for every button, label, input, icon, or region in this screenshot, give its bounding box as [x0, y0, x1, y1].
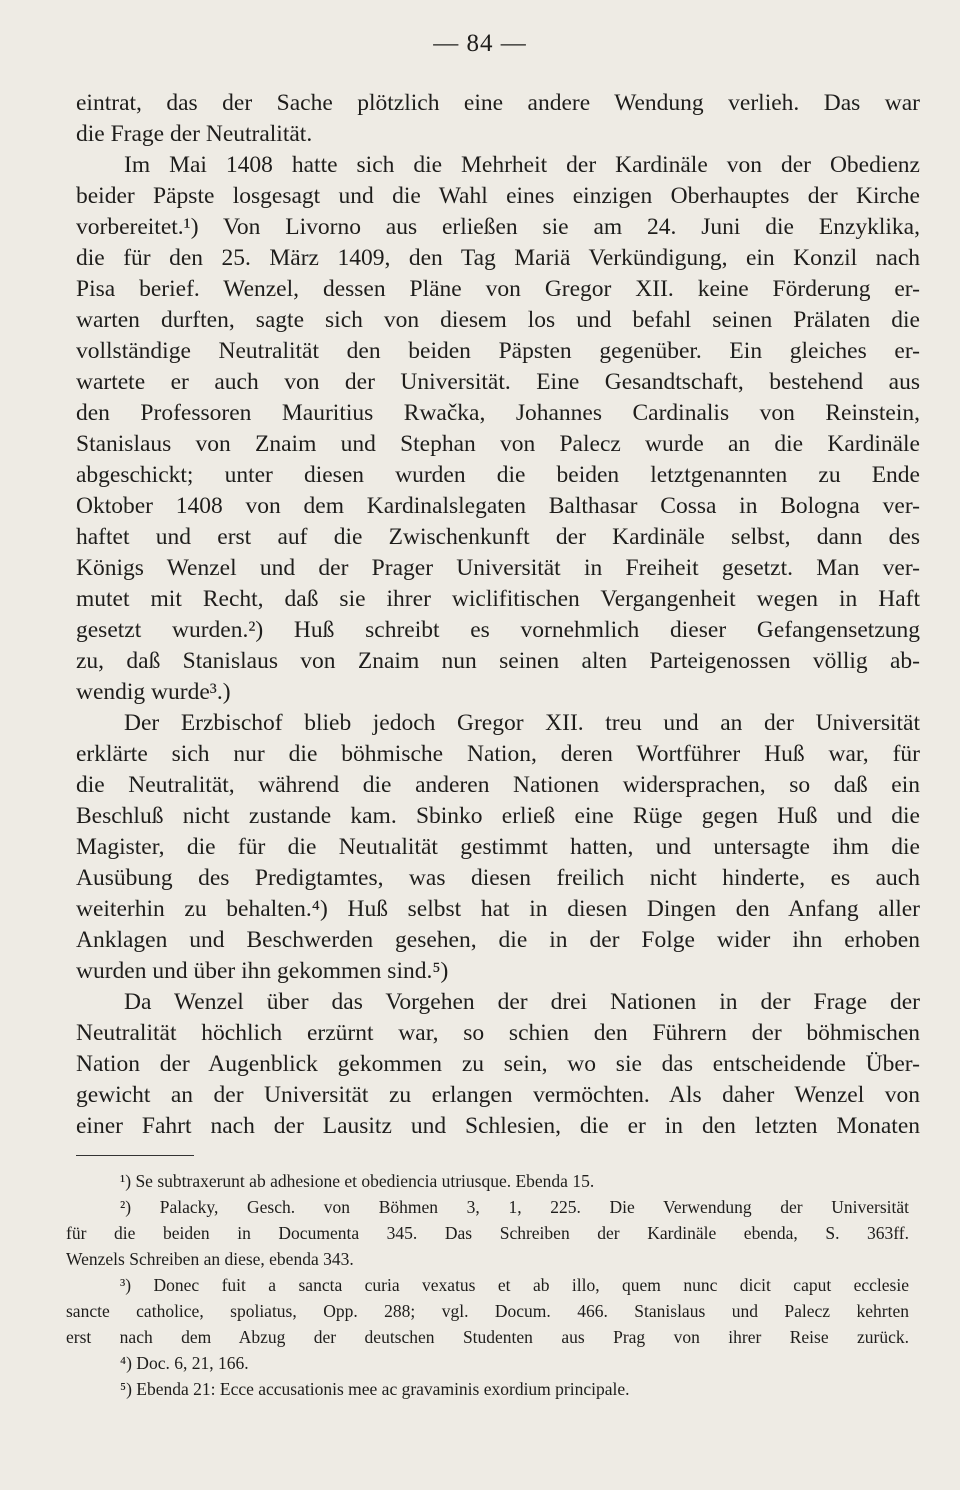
text-line: gewicht an der Universität zu erlangen vermöchten. Als daher Wenzel von — [76, 1082, 920, 1108]
text-line: mutet mit Recht, daß sie ihrer wiclifitischen Vergangenheit wegen in Haft — [76, 586, 920, 612]
text-line: wartete er auch von der Universität. Eine Gesandtschaft, bestehend aus — [76, 369, 920, 395]
text-line: zu, daß Stanislaus von Znaim nun seinen alten Parteigenossen völlig ab- — [76, 648, 920, 674]
footnote-line: ²) Palacky, Gesch. von Böhmen 3, 1, 225. Die Verwendung der Universität — [120, 1197, 909, 1217]
footnote-line: ³) Donec fuit a sancta curia vexatus et ab illo, quem nunc dicit caput ecclesie — [120, 1275, 909, 1295]
text-line: den Professoren Mauritius Rwačka, Johannes Cardinalis von Reinstein, — [76, 400, 920, 426]
text-line: Oktober 1408 von dem Kardinalslegaten Balthasar Cossa in Bologna ver- — [76, 493, 920, 519]
text-line: wurden und über ihn gekommen sind.⁵) — [76, 958, 449, 984]
text-line: weiterhin zu behalten.⁴) Huß selbst hat in diesen Dingen den Anfang aller — [76, 896, 920, 922]
footnote-separator — [76, 1155, 194, 1156]
text-line: erklärte sich nur die böhmische Nation, deren Wortführer Huß war, für — [76, 741, 920, 767]
footnote-line: sancte catholice, spoliatus, Opp. 288; vgl. Docum. 466. Stanislaus und Palecz kehrten — [66, 1301, 909, 1321]
text-line: warten durften, sagte sich von diesem los und befahl seinen Prälaten die — [76, 307, 920, 333]
text-line: wendig wurde³.) — [76, 679, 231, 705]
footnote-line: erst nach dem Abzug der deutschen Studenten aus Prag von ihrer Reise zurück. — [66, 1327, 909, 1347]
footnote-line: Wenzels Schreiben an diese, ebenda 343. — [66, 1249, 354, 1269]
text-line: einer Fahrt nach der Lausitz und Schlesien, die er in den letzten Monaten — [76, 1113, 920, 1139]
text-line: vollständige Neutralität den beiden Päpsten gegenüber. Ein gleiches er- — [76, 338, 920, 364]
text-line: Da Wenzel über das Vorgehen der drei Nationen in der Frage der — [124, 989, 920, 1015]
text-line: Magister, die für die Neutıalität gestimmt hatten, und untersagte ihm die — [76, 834, 920, 860]
page-number: — 84 — — [433, 30, 527, 57]
text-line: die Neutralität, während die anderen Nationen widersprachen, so daß ein — [76, 772, 920, 798]
text-line: Nation der Augenblick gekommen zu sein, wo sie das entscheidende Über- — [76, 1051, 920, 1077]
text-line: Ausübung des Predigtamtes, was diesen freilich nicht hinderte, es auch — [76, 865, 920, 891]
text-line: Der Erzbischof blieb jedoch Gregor XII. treu und an der Universität — [124, 710, 920, 736]
text-line: Stanislaus von Znaim und Stephan von Palecz wurde an die Kardinäle — [76, 431, 920, 457]
text-line: abgeschickt; unter diesen wurden die beiden letztgenannten zu Ende — [76, 462, 920, 488]
main-text — [76, 88, 920, 1142]
footnote-line: ⁴) Doc. 6, 21, 166. — [120, 1353, 249, 1373]
footnote-line: für die beiden in Documenta 345. Das Schreiben der Kardinäle ebenda, S. 363ff. — [66, 1223, 909, 1243]
text-line: haftet und erst auf die Zwischenkunft der Kardinäle selbst, dann des — [76, 524, 920, 550]
text-line: Im Mai 1408 hatte sich die Mehrheit der Kardinäle von der Obedienz — [124, 152, 920, 178]
text-line: eintrat, das der Sache plötzlich eine andere Wendung verlieh. Das war — [76, 90, 920, 116]
text-line: die Frage der Neutralität. — [76, 121, 313, 147]
footnote-line: ⁵) Ebenda 21: Ecce accusationis mee ac gravaminis exordium principale. — [120, 1379, 630, 1399]
text-line: Pisa berief. Wenzel, dessen Pläne von Gregor XII. keine Förderung er- — [76, 276, 920, 302]
text-line: Beschluß nicht zustande kam. Sbinko erließ eine Rüge gegen Huß und die — [76, 803, 920, 829]
text-line: vorbereitet.¹) Von Livorno aus erließen sie am 24. Juni die Enzyklika, — [76, 214, 920, 240]
text-line: beider Päpste losgesagt und die Wahl eines einzigen Oberhauptes der Kirche — [76, 183, 920, 209]
text-line: die für den 25. März 1409, den Tag Mariä Verkündigung, ein Konzil nach — [76, 245, 920, 271]
text-line: Königs Wenzel und der Prager Universität in Freiheit gesetzt. Man ver- — [76, 555, 920, 581]
text-line: Neutralität höchlich erzürnt war, so schien den Führern der böhmischen — [76, 1020, 920, 1046]
text-line: Anklagen und Beschwerden gesehen, die in der Folge wider ihn erhoben — [76, 927, 920, 953]
footnotes — [66, 1168, 909, 1402]
text-line: gesetzt wurden.²) Huß schreibt es vornehmlich dieser Gefangensetzung — [76, 617, 920, 643]
footnote-line: ¹) Se subtraxerunt ab adhesione et obediencia utriusque. Ebenda 15. — [120, 1171, 595, 1191]
